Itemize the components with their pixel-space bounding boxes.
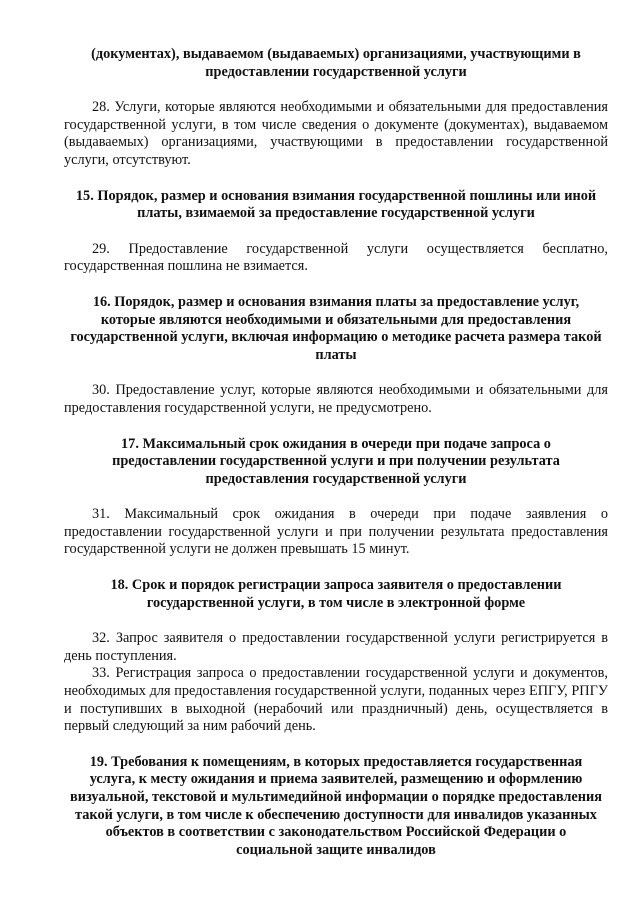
section-heading-16: 16. Порядок, размер и основания взимания платы за предоставление услуг, которые являются необходимыми и обязательными для предоставления государственной услуги, включая информацию о методике расчета размера такой платы	[70, 293, 602, 363]
paragraph-30: 30. Предоставление услуг, которые являются необходимыми и обязательными для предоставления государственной услуги, не предусмотрено.	[64, 382, 608, 416]
paragraph-28: 28. Услуги, которые являются необходимыми и обязательными для предоставления государственной услуги, в том числе сведения о документе (документах), выдаваемом (выдаваемых) организациями, участвующими в предоставлении государственной услуги, отсутствуют.	[64, 99, 608, 168]
section-heading-continuation: (документах), выдаваемом (выдаваемых) организациями, участвующими в предоставлении государственной услуги	[91, 46, 581, 80]
paragraph-29: 29. Предоставление государственной услуги осуществляется бесплатно, государственная пошлина не взимается.	[64, 240, 608, 275]
section-heading-19: 19. Требования к помещениям, в которых предоставляется государственная услуга, к месту ожидания и приема заявителей, размещению и оформлению визуальной, текстовой и мультимедийной информации о порядке предоставления такой услуги, в том числе к обеспечению доступности для инвалидов указанных объектов в соответствии с законодательством Российской Федерации о социальной защите инвалидов	[70, 753, 602, 858]
section-heading-18: 18. Срок и порядок регистрации запроса заявителя о предоставлении государственной услуги, в том числе в электронной форме	[110, 577, 562, 611]
paragraph-33: 33. Регистрация запроса о предоставлении государственной услуги и документов, необходимых для предоставления государственной услуги, поданных через ЕПГУ, РПГУ и поступивших в выходной (нерабочий или праздничный) день, осуществляется в первый следующий за ним рабочий день.	[64, 665, 608, 735]
section-heading-15: 15. Порядок, размер и основания взимания государственной пошлины или иной платы, взимаемой за предоставление государственной услуги	[75, 187, 597, 222]
paragraph-31: 31. Максимальный срок ожидания в очереди при подаче заявления о предоставлении государственной услуги и при получении результата предоставления государственной услуги не должен превышать 15 минут.	[64, 506, 608, 558]
section-heading-17: 17. Максимальный срок ожидания в очереди при подаче запроса о предоставлении государственной услуги и при получении результата предоставления государственной услуги	[112, 435, 560, 487]
paragraph-32: 32. Запрос заявителя о предоставлении государственной услуги регистрируется в день поступления.	[64, 630, 608, 664]
